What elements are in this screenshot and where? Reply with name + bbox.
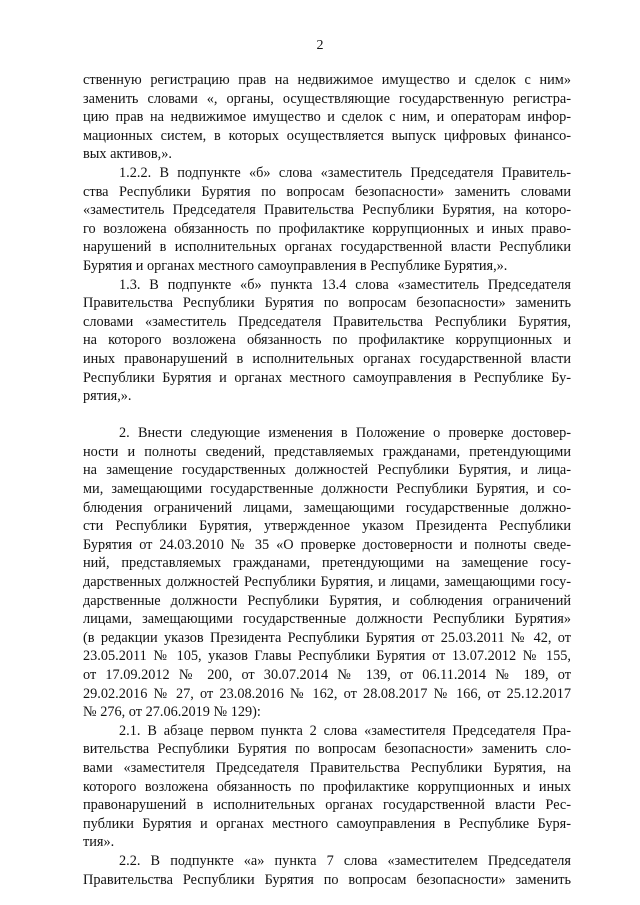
text-line: на которого возложена обязанность по профилактике коррупционных и <box>83 332 571 349</box>
text-line: на замещение государственных должностей Республики Бурятия, и лица- <box>83 462 571 479</box>
text-line: 2.1. В абзаце первом пункта 2 слова «заместителя Председателя Пра- <box>119 722 571 739</box>
text-line: от 17.09.2012 № 200, от 30.07.2014 № 139, от 06.11.2014 № 189, от <box>83 667 571 683</box>
text-line: 2. Внести следующие изменения в Положение о проверке достовер- <box>119 425 571 442</box>
text-line: «заместитель Председателя Правительства Республики Бурятия, на которо- <box>83 202 571 219</box>
text-line: 1.2.2. В подпункте «б» слова «заместитель Председателя Правитель- <box>119 164 571 181</box>
text-line: ности и полноты сведений, представляемых гражданами, претендующими <box>83 443 571 460</box>
text-line: Бурятия и органах местного самоуправления в Республике Бурятия,». <box>83 257 508 274</box>
text-line: (в редакции указов Президента Республики Бурятия от 25.03.2011 № 42, от <box>83 629 571 646</box>
text-line: сти Республики Бурятия, утвержденное указом Президента Республики <box>83 518 571 535</box>
text-line: дарственных должностей Республики Бурятия, и лицами, замещающими госу- <box>83 574 571 591</box>
text-line: Правительства Республики Бурятия по вопросам безопасности» заменить <box>83 871 571 888</box>
paragraph <box>83 852 571 889</box>
text-line: лицами, замещающими государственные должности Республики Бурятия» <box>83 611 571 628</box>
paragraph <box>83 424 571 722</box>
text-line: мационных систем, в которых осуществляется выпуск цифровых финансо- <box>83 127 571 144</box>
text-line: Бурятия от 24.03.2010 № 35 «О проверке достоверности и полноты сведе- <box>83 536 571 553</box>
text-line: которого возложена обязанность по профилактике коррупционных и иных <box>83 778 571 795</box>
page-number: 2 <box>316 38 324 53</box>
text-line: ний, представляемых гражданами, претендующими на замещение госу- <box>83 555 571 572</box>
text-line: ми, замещающими государственные должности Республики Бурятия, и со- <box>83 481 571 498</box>
text-line: вами «заместителя Председателя Правительства Республики Бурятия, на <box>83 759 571 776</box>
text-line: № 276, от 27.06.2019 № 129): <box>83 704 261 721</box>
text-line: 23.05.2011 № 105, указов Главы Республики Бурятия от 13.07.2012 № 155, <box>83 648 571 665</box>
text-line: Республики Бурятия и органах местного самоуправления в Республике Бу- <box>83 369 571 386</box>
document-body <box>83 71 571 889</box>
text-line: блюдения ограничений лицами, замещающими государственные должно- <box>83 499 571 516</box>
text-line: рятия,». <box>83 388 132 405</box>
text-line: словами «заместитель Председателя Правительства Республики Бурятия, <box>83 313 571 330</box>
text-line: го возложена обязанность по профилактике коррупционных и иных право- <box>83 220 571 237</box>
text-line: 1.3. В подпункте «б» пункта 13.4 слова «заместитель Председателя <box>119 276 571 293</box>
text-line: нарушений в исполнительных органах государственной власти Республики <box>83 239 571 256</box>
text-line: ственную регистрацию прав на недвижимое имущество и сделок с ним» <box>83 72 571 88</box>
text-line: дарственные должности Республики Бурятия, и соблюдения ограничений <box>83 592 571 609</box>
text-line: правонарушений в исполнительных органах государственной власти Рес- <box>83 797 571 814</box>
text-line: тия». <box>83 834 115 851</box>
text-line: вых активов,». <box>83 146 172 163</box>
paragraph <box>83 164 571 276</box>
text-line: Правительства Республики Бурятия по вопросам безопасности» заменить <box>83 295 571 312</box>
text-line: 29.02.2016 № 27, от 23.08.2016 № 162, от 28.08.2017 № 166, от 25.12.2017 <box>83 685 571 702</box>
paragraph <box>83 276 571 406</box>
text-line: публики Бурятия и органах местного самоуправления в Республике Буря- <box>83 815 571 832</box>
text-line: цию прав на недвижимое имущество и сделок с ним, и операторам инфор- <box>83 109 571 126</box>
paragraph-gap <box>83 406 571 425</box>
paragraph <box>83 722 571 852</box>
text-line: заменить словами «, органы, осуществляющие государственную регистра- <box>83 90 571 107</box>
text-line: вительства Республики Бурятия по вопросам безопасности» заменить сло- <box>83 741 571 758</box>
text-line: 2.2. В подпункте «а» пункта 7 слова «заместителем Председателя <box>119 852 571 869</box>
paragraph <box>83 71 571 164</box>
text-line: ства Республики Бурятия по вопросам безопасности» заменить словами <box>83 183 571 200</box>
text-line: иных правонарушений в исполнительных органах государственной власти <box>83 350 571 367</box>
